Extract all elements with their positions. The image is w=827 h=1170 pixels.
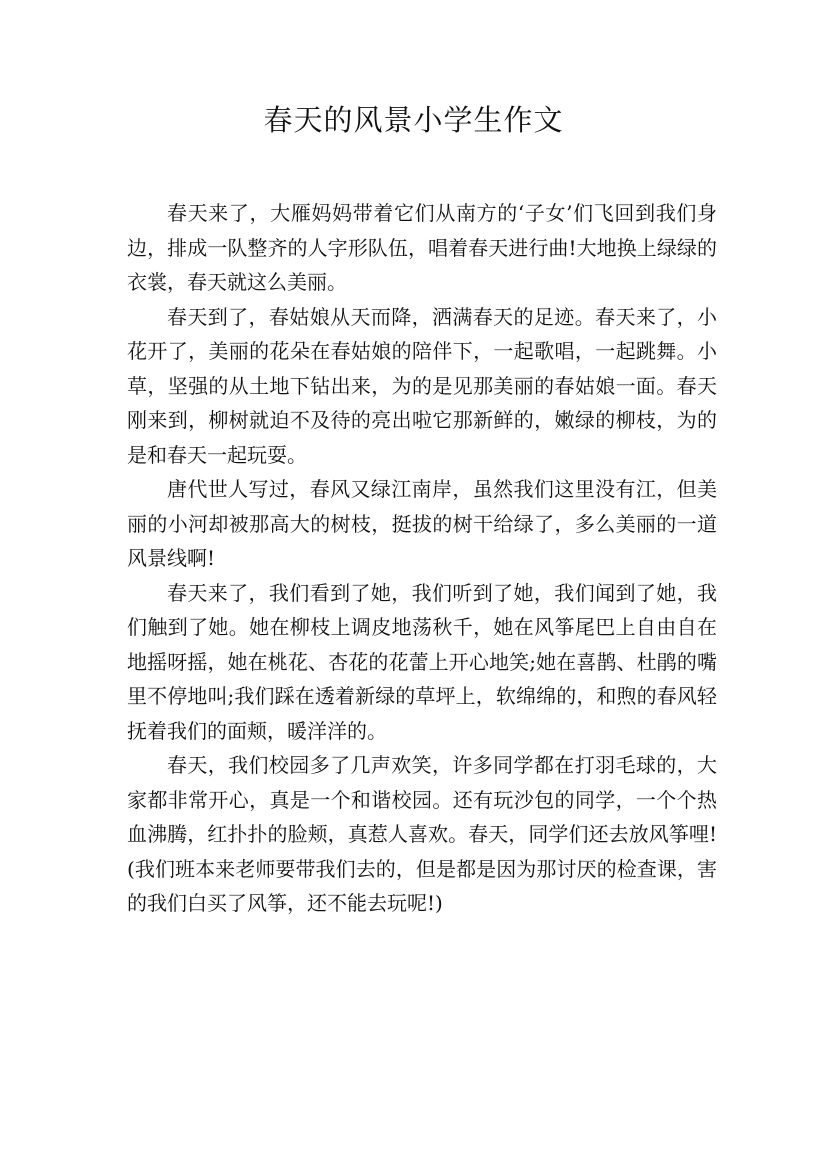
paragraph-5: 春天，我们校园多了几声欢笑，许多同学都在打羽毛球的，大家都非常开心，真是一个和谐校园。还有玩沙包的同学，一个个热血沸腾，红扑扑的脸颊，真惹人喜欢。春天，同学们还去放风筝哩!(我们班本来老师要带我们去的，但是都是因为那讨厌的检查课，害的我们白买了风筝，还不能去玩呢!)	[127, 753, 717, 915]
document-body	[127, 196, 717, 921]
paragraph-1: 春天来了，大雁妈妈带着它们从南方的‘子女’们飞回到我们身边，排成一队整齐的人字形队伍，唱着春天进行曲!大地换上绿绿的衣裳，春天就这么美丽。	[127, 201, 717, 294]
paragraph-4: 春天来了，我们看到了她，我们听到了她，我们闻到了她，我们触到了她。她在柳枝上调皮地荡秋千，她在风筝尾巴上自由自在地摇呀摇，她在桃花、杏花的花蕾上开心地笑;她在喜鹊、杜鹃的嘴里不停地叫;我们踩在透着新绿的草坪上，软绵绵的，和煦的春风轻抚着我们的面颊，暖洋洋的。	[127, 580, 717, 743]
paragraph-2: 春天到了，春姑娘从天而降，洒满春天的足迹。春天来了，小花开了，美丽的花朵在春姑娘的陪伴下，一起歌唱，一起跳舞。小草，坚强的从土地下钻出来，为的是见那美丽的春姑娘一面。春天刚来到，柳树就迫不及待的亮出啦它那新鲜的，嫩绿的柳枝，为的是和春天一起玩耍。	[127, 304, 717, 467]
paragraph-3: 唐代世人写过，春风又绿江南岸，虽然我们这里没有江，但美丽的小河却被那高大的树枝，挺拔的树干给绿了，多么美丽的一道风景线啊!	[127, 477, 717, 570]
document-title: 春天的风景小学生作文	[263, 103, 564, 137]
